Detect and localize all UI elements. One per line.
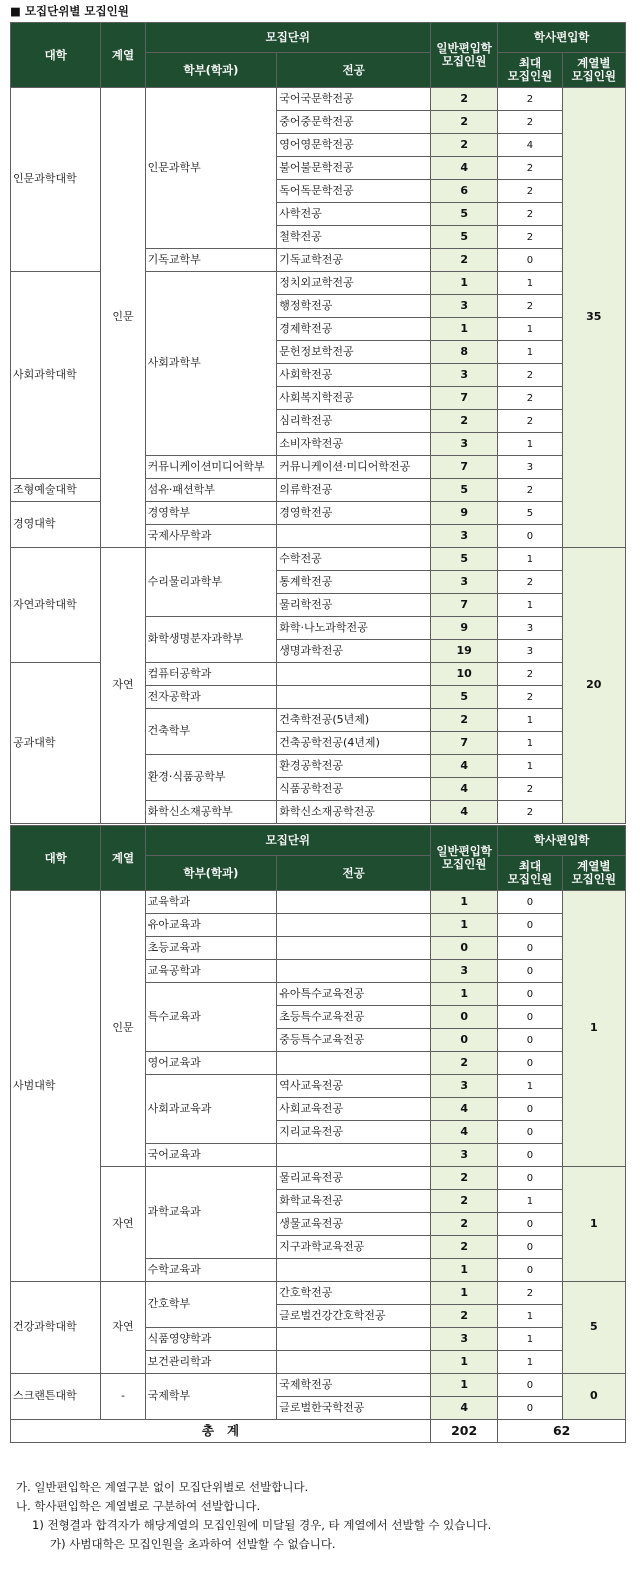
- total-label: 총 계: [11, 1420, 431, 1443]
- track-cell: 인문: [101, 891, 145, 1167]
- major-cell: [277, 663, 431, 686]
- general-count: 6: [431, 180, 498, 203]
- max-count: 1: [498, 272, 562, 295]
- major-cell: [277, 1328, 431, 1351]
- college-cell: 사회과학대학: [11, 272, 101, 479]
- dept-cell: 국어교육과: [145, 1144, 277, 1167]
- general-count: 1: [431, 1374, 498, 1397]
- max-count: 3: [498, 456, 562, 479]
- general-count: 2: [431, 1213, 498, 1236]
- max-count: 0: [498, 1167, 562, 1190]
- max-count: 2: [498, 571, 562, 594]
- major-cell: 중등특수교육전공: [277, 1029, 431, 1052]
- max-count: 1: [498, 341, 562, 364]
- general-count: 2: [431, 410, 498, 433]
- major-cell: 건축학전공(5년제): [277, 709, 431, 732]
- general-count: 7: [431, 387, 498, 410]
- general-count: 5: [431, 203, 498, 226]
- max-count: 4: [498, 134, 562, 157]
- max-count: 1: [498, 318, 562, 341]
- max-count: 1: [498, 1075, 562, 1098]
- general-count: 5: [431, 548, 498, 571]
- max-count: 0: [498, 1213, 562, 1236]
- max-count: 0: [498, 1052, 562, 1075]
- max-count: 5: [498, 502, 562, 525]
- max-count: 0: [498, 249, 562, 272]
- dept-cell: 커뮤니케이션미디어학부: [145, 456, 277, 479]
- max-count: 0: [498, 1259, 562, 1282]
- note-line: 가. 일반편입학은 계열구분 없이 모집단위별로 선발합니다.: [16, 1480, 309, 1494]
- major-cell: [277, 937, 431, 960]
- major-cell: 문헌정보학전공: [277, 341, 431, 364]
- group-header: 계열별 모집인원: [562, 856, 625, 891]
- general-count: 3: [431, 1328, 498, 1351]
- recruitment-table-2: [10, 825, 626, 1443]
- major-cell: [277, 891, 431, 914]
- dept-cell: 국제사무학과: [145, 525, 277, 548]
- major-cell: 수학전공: [277, 548, 431, 571]
- max-count: 0: [498, 891, 562, 914]
- general-count: 8: [431, 341, 498, 364]
- college-header: 대학: [11, 826, 101, 891]
- max-count: 2: [498, 686, 562, 709]
- max-count: 2: [498, 203, 562, 226]
- dept-cell: 간호학부: [145, 1282, 277, 1328]
- general-count: 4: [431, 778, 498, 801]
- college-cell: 경영대학: [11, 502, 101, 548]
- dept-cell: 화학생명분자과학부: [145, 617, 277, 663]
- general-count: 1: [431, 891, 498, 914]
- group-total: 1: [562, 891, 625, 1167]
- max-count: 0: [498, 1236, 562, 1259]
- max-count: 2: [498, 364, 562, 387]
- dept-cell: 국제학부: [145, 1374, 277, 1420]
- group-header: 계열별 모집인원: [562, 53, 625, 88]
- major-cell: 중어중문학전공: [277, 111, 431, 134]
- dept-header: 학부(학과): [145, 53, 277, 88]
- major-cell: [277, 1259, 431, 1282]
- major-cell: 사학전공: [277, 203, 431, 226]
- track-cell: 자연: [101, 1282, 145, 1374]
- general-count: 4: [431, 1397, 498, 1420]
- major-cell: 경제학전공: [277, 318, 431, 341]
- general-count: 3: [431, 433, 498, 456]
- general-transfer-header: 일반편입학 모집인원: [431, 826, 498, 891]
- major-cell: 글로벌건강간호학전공: [277, 1305, 431, 1328]
- general-count: 1: [431, 914, 498, 937]
- major-cell: 국제학전공: [277, 1374, 431, 1397]
- general-count: 10: [431, 663, 498, 686]
- dept-cell: 인문과학부: [145, 88, 277, 249]
- college-cell: 사범대학: [11, 891, 101, 1282]
- max-count: 1: [498, 755, 562, 778]
- note-line: 1) 전형결과 합격자가 해당계열의 모집인원에 미달될 경우, 타 계열에서 선발할 수 있습니다.: [32, 1518, 492, 1532]
- max-count: 2: [498, 387, 562, 410]
- major-cell: 지리교육전공: [277, 1121, 431, 1144]
- group-total: 35: [562, 88, 625, 548]
- general-count: 9: [431, 502, 498, 525]
- major-cell: 물리학전공: [277, 594, 431, 617]
- general-count: 4: [431, 801, 498, 824]
- note-line: 나. 학사편입학은 계열별로 구분하여 선발합니다.: [16, 1499, 261, 1513]
- max-count: 0: [498, 1144, 562, 1167]
- major-cell: 식품공학전공: [277, 778, 431, 801]
- dept-cell: 사회과교육과: [145, 1075, 277, 1144]
- major-cell: 생명과학전공: [277, 640, 431, 663]
- dept-cell: 경영학부: [145, 502, 277, 525]
- major-cell: 국어국문학전공: [277, 88, 431, 111]
- dept-cell: 섬유·패션학부: [145, 479, 277, 502]
- major-cell: 사회복지학전공: [277, 387, 431, 410]
- dept-cell: 수리물리과학부: [145, 548, 277, 617]
- total-general: 202: [431, 1420, 498, 1443]
- general-count: 5: [431, 479, 498, 502]
- max-count: 1: [498, 732, 562, 755]
- major-cell: 화학·나노과학전공: [277, 617, 431, 640]
- track-cell: 인문: [101, 88, 145, 548]
- general-count: 4: [431, 755, 498, 778]
- max-count: 0: [498, 1006, 562, 1029]
- dept-header: 학부(학과): [145, 856, 277, 891]
- max-count: 1: [498, 1351, 562, 1374]
- major-cell: [277, 525, 431, 548]
- major-cell: 지구과학교육전공: [277, 1236, 431, 1259]
- max-count: 0: [498, 1029, 562, 1052]
- major-cell: [277, 960, 431, 983]
- dept-cell: 화학신소재공학부: [145, 801, 277, 824]
- college-cell: 조형예술대학: [11, 479, 101, 502]
- major-cell: 정치외교학전공: [277, 272, 431, 295]
- unit-header: 모집단위: [145, 23, 430, 53]
- major-cell: 생물교육전공: [277, 1213, 431, 1236]
- general-count: 5: [431, 226, 498, 249]
- major-cell: 사회학전공: [277, 364, 431, 387]
- general-count: 4: [431, 1121, 498, 1144]
- dept-cell: 초등교육과: [145, 937, 277, 960]
- dept-cell: 환경·식품공학부: [145, 755, 277, 801]
- dept-cell: 교육학과: [145, 891, 277, 914]
- max-count: 1: [498, 433, 562, 456]
- general-count: 2: [431, 1052, 498, 1075]
- max-count: 0: [498, 937, 562, 960]
- max-count: 1: [498, 709, 562, 732]
- major-cell: [277, 1052, 431, 1075]
- max-count: 2: [498, 180, 562, 203]
- track-cell: 자연: [101, 548, 145, 824]
- max-count: 1: [498, 594, 562, 617]
- max-count: 0: [498, 1397, 562, 1420]
- major-cell: 심리학전공: [277, 410, 431, 433]
- college-header: 대학: [11, 23, 101, 88]
- major-cell: 환경공학전공: [277, 755, 431, 778]
- general-count: 3: [431, 525, 498, 548]
- major-cell: 기독교학전공: [277, 249, 431, 272]
- general-count: 2: [431, 1305, 498, 1328]
- bachelor-transfer-header: 학사편입학: [498, 23, 626, 53]
- max-count: 2: [498, 295, 562, 318]
- general-count: 2: [431, 134, 498, 157]
- track-header: 계열: [101, 23, 145, 88]
- major-cell: [277, 914, 431, 937]
- general-count: 1: [431, 1259, 498, 1282]
- dept-cell: 건축학부: [145, 709, 277, 755]
- general-count: 2: [431, 1167, 498, 1190]
- notes: [16, 1478, 491, 1554]
- page-title: ■ 모집단위별 모집인원: [10, 4, 129, 18]
- general-count: 3: [431, 960, 498, 983]
- major-cell: 물리교육전공: [277, 1167, 431, 1190]
- total-bachelor: 62: [498, 1420, 626, 1443]
- major-cell: 철학전공: [277, 226, 431, 249]
- general-count: 2: [431, 1190, 498, 1213]
- dept-cell: 사회과학부: [145, 272, 277, 456]
- group-total: 0: [562, 1374, 625, 1420]
- major-cell: 의류학전공: [277, 479, 431, 502]
- general-count: 3: [431, 571, 498, 594]
- max-count: 2: [498, 1282, 562, 1305]
- dept-cell: 전자공학과: [145, 686, 277, 709]
- dept-cell: 교육공학과: [145, 960, 277, 983]
- major-cell: [277, 1144, 431, 1167]
- general-count: 3: [431, 364, 498, 387]
- general-count: 2: [431, 111, 498, 134]
- track-header: 계열: [101, 826, 145, 891]
- max-count: 2: [498, 111, 562, 134]
- major-cell: [277, 1351, 431, 1374]
- max-header: 최대 모집인원: [498, 53, 562, 88]
- general-count: 7: [431, 456, 498, 479]
- general-count: 4: [431, 1098, 498, 1121]
- dept-cell: 수학교육과: [145, 1259, 277, 1282]
- max-count: 0: [498, 983, 562, 1006]
- general-count: 2: [431, 709, 498, 732]
- max-count: 1: [498, 548, 562, 571]
- group-total: 20: [562, 548, 625, 824]
- major-cell: 경영학전공: [277, 502, 431, 525]
- college-cell: 공과대학: [11, 663, 101, 824]
- dept-cell: 과학교육과: [145, 1167, 277, 1259]
- major-cell: 글로벌한국학전공: [277, 1397, 431, 1420]
- major-cell: 행정학전공: [277, 295, 431, 318]
- major-cell: 화학교육전공: [277, 1190, 431, 1213]
- max-count: 0: [498, 1374, 562, 1397]
- general-count: 7: [431, 732, 498, 755]
- general-count: 3: [431, 1075, 498, 1098]
- max-count: 1: [498, 1305, 562, 1328]
- bachelor-transfer-header: 학사편입학: [498, 826, 626, 856]
- max-count: 2: [498, 157, 562, 180]
- general-count: 1: [431, 318, 498, 341]
- general-count: 4: [431, 157, 498, 180]
- max-count: 2: [498, 663, 562, 686]
- max-count: 2: [498, 479, 562, 502]
- max-count: 3: [498, 617, 562, 640]
- max-count: 0: [498, 525, 562, 548]
- max-count: 0: [498, 1121, 562, 1144]
- general-count: 2: [431, 88, 498, 111]
- max-count: 2: [498, 778, 562, 801]
- general-count: 3: [431, 295, 498, 318]
- major-cell: 통계학전공: [277, 571, 431, 594]
- max-header: 최대 모집인원: [498, 856, 562, 891]
- note-line: 가) 사범대학은 모집인원을 초과하여 선발할 수 없습니다.: [50, 1537, 336, 1551]
- max-count: 2: [498, 88, 562, 111]
- track-cell: 자연: [101, 1167, 145, 1282]
- max-count: 1: [498, 1190, 562, 1213]
- general-count: 3: [431, 1144, 498, 1167]
- major-cell: 소비자학전공: [277, 433, 431, 456]
- major-cell: 독어독문학전공: [277, 180, 431, 203]
- college-cell: 건강과학대학: [11, 1282, 101, 1374]
- general-count: 19: [431, 640, 498, 663]
- major-header: 전공: [277, 856, 431, 891]
- general-count: 1: [431, 1282, 498, 1305]
- major-cell: 유아특수교육전공: [277, 983, 431, 1006]
- general-count: 0: [431, 937, 498, 960]
- dept-cell: 특수교육과: [145, 983, 277, 1052]
- general-count: 9: [431, 617, 498, 640]
- major-cell: 간호학전공: [277, 1282, 431, 1305]
- major-cell: [277, 686, 431, 709]
- max-count: 0: [498, 914, 562, 937]
- dept-cell: 컴퓨터공학과: [145, 663, 277, 686]
- college-cell: 인문과학대학: [11, 88, 101, 272]
- max-count: 1: [498, 1328, 562, 1351]
- dept-cell: 유아교육과: [145, 914, 277, 937]
- major-header: 전공: [277, 53, 431, 88]
- max-count: 2: [498, 801, 562, 824]
- max-count: 2: [498, 226, 562, 249]
- college-cell: 자연과학대학: [11, 548, 101, 663]
- group-total: 5: [562, 1282, 625, 1374]
- general-count: 1: [431, 272, 498, 295]
- general-count: 5: [431, 686, 498, 709]
- unit-header: 모집단위: [145, 826, 430, 856]
- max-count: 2: [498, 410, 562, 433]
- major-cell: 역사교육전공: [277, 1075, 431, 1098]
- general-count: 1: [431, 1351, 498, 1374]
- max-count: 3: [498, 640, 562, 663]
- general-count: 0: [431, 1029, 498, 1052]
- dept-cell: 보건관리학과: [145, 1351, 277, 1374]
- general-count: 2: [431, 1236, 498, 1259]
- general-transfer-header: 일반편입학 모집인원: [431, 23, 498, 88]
- track-cell: -: [101, 1374, 145, 1420]
- general-count: 2: [431, 249, 498, 272]
- dept-cell: 영어교육과: [145, 1052, 277, 1075]
- general-count: 0: [431, 1006, 498, 1029]
- dept-cell: 기독교학부: [145, 249, 277, 272]
- college-cell: 스크랜튼대학: [11, 1374, 101, 1420]
- major-cell: 화학신소재공학전공: [277, 801, 431, 824]
- max-count: 0: [498, 960, 562, 983]
- major-cell: 건축공학전공(4년제): [277, 732, 431, 755]
- major-cell: 영어영문학전공: [277, 134, 431, 157]
- major-cell: 커뮤니케이션·미디어학전공: [277, 456, 431, 479]
- dept-cell: 식품영양학과: [145, 1328, 277, 1351]
- major-cell: 사회교육전공: [277, 1098, 431, 1121]
- general-count: 7: [431, 594, 498, 617]
- major-cell: 초등특수교육전공: [277, 1006, 431, 1029]
- max-count: 0: [498, 1098, 562, 1121]
- group-total: 1: [562, 1167, 625, 1282]
- general-count: 1: [431, 983, 498, 1006]
- major-cell: 불어불문학전공: [277, 157, 431, 180]
- recruitment-table-1: [10, 22, 626, 824]
